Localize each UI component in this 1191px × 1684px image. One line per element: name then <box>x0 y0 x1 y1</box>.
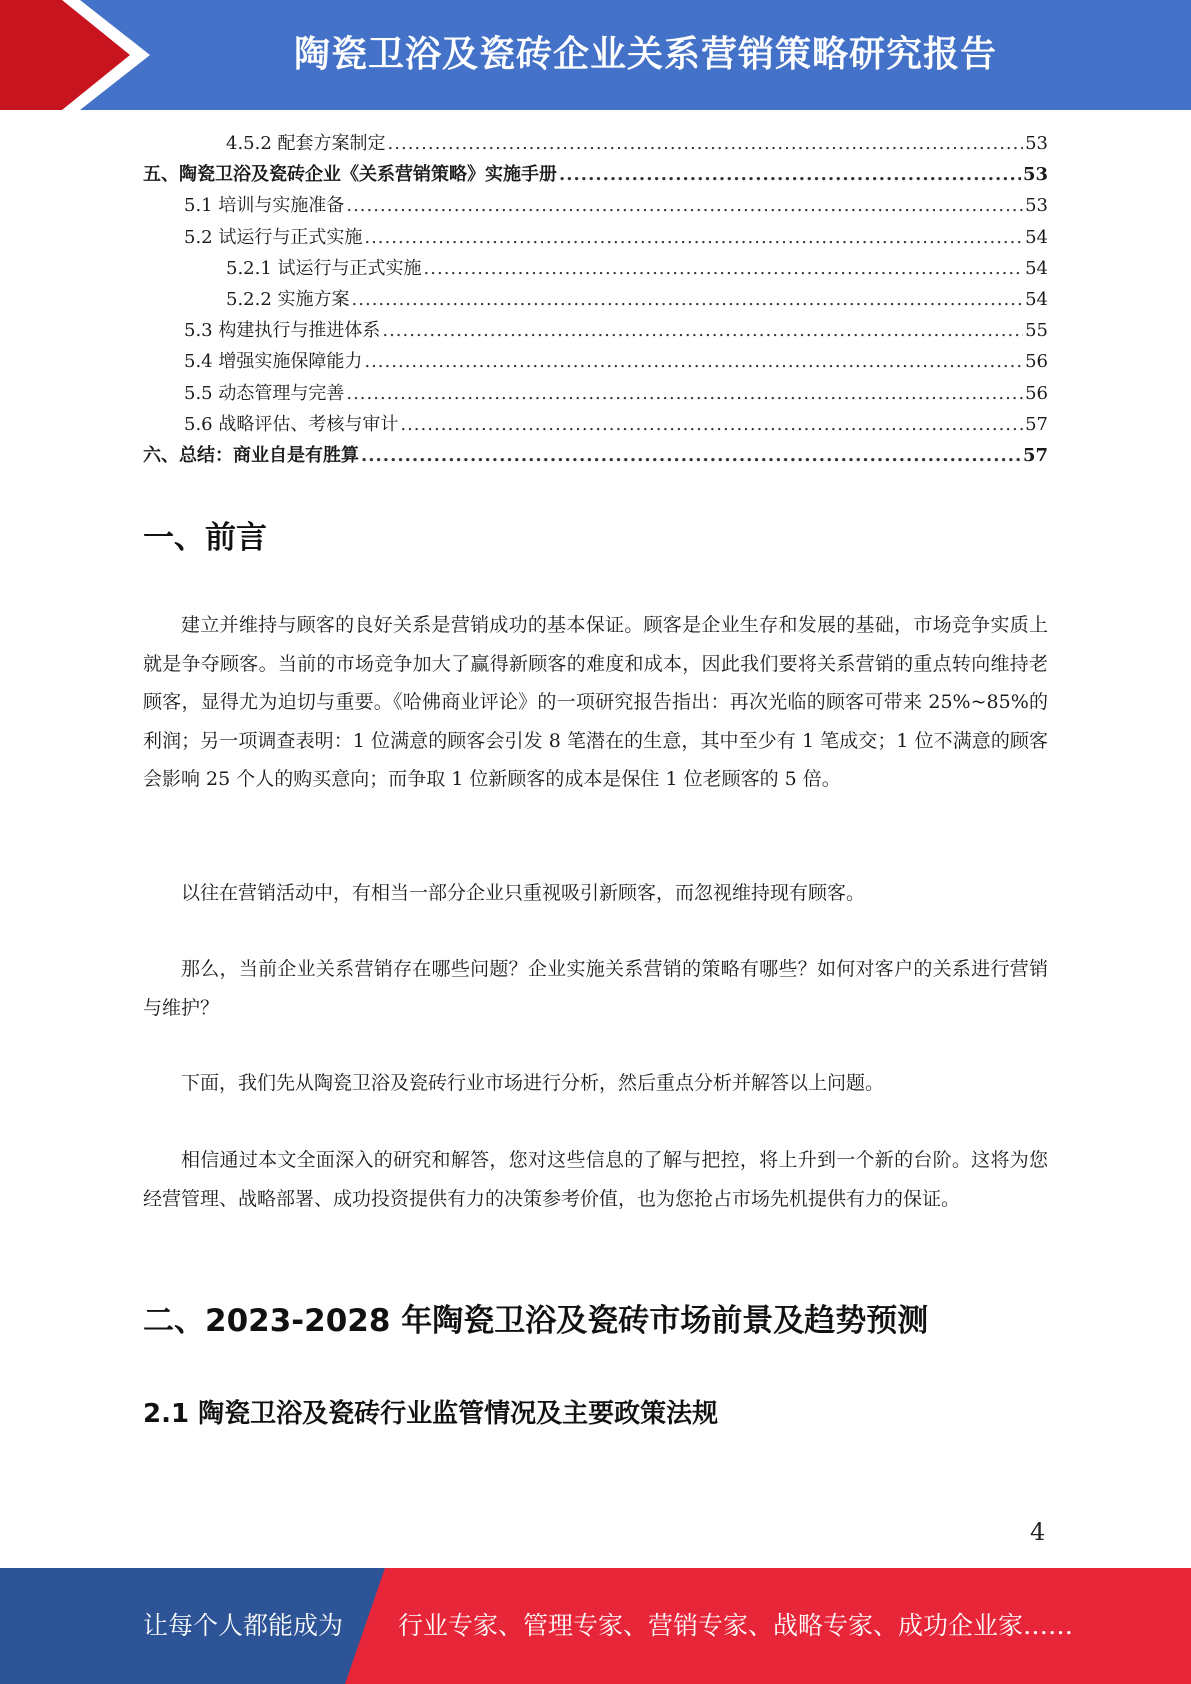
toc-entry[interactable] <box>143 284 1048 315</box>
toc-entry-page: 57 <box>1025 413 1048 435</box>
toc-entry-title: 5.4 增强实施保障能力 <box>184 351 363 373</box>
subsection-heading-regulation: 2.1 陶瓷卫浴及瓷砖行业监管情况及主要政策法规 <box>143 1399 719 1429</box>
toc-entry[interactable] <box>143 346 1048 377</box>
toc-entry[interactable] <box>143 159 1048 190</box>
footer-slogan-left: 让每个人都能成为 <box>143 1611 344 1640</box>
toc-entry-page: 54 <box>1025 288 1048 310</box>
page-header <box>0 0 1191 110</box>
toc-leader-dots <box>361 440 1021 471</box>
paragraph: 建立并维持与顾客的良好关系是营销成功的基本保证。顾客是企业生存和发展的基础，市场竞争实质上就是争夺顾客。当前的市场竞争加大了赢得新顾客的难度和成本，因此我们要将关系营销的重点转向维持老顾客，显得尤为迫切与重要。《哈佛商业评论》的一项研究报告指出：再次光临的顾客可带来 25%~85%的利润；另一项调查表明：1 位满意的顾客会引发 8 笔潜在的生意，其中至少有 1 笔成交；1 位不满意的顾客会影响 25 个人的购买意向；而争取 1 位新顾客的成本是保住 1 位老顾客的 5 倍。 <box>143 614 1048 790</box>
toc-leader-dots <box>388 128 1024 159</box>
toc-entry[interactable] <box>143 222 1048 253</box>
page-footer <box>0 1568 1191 1684</box>
toc-entry[interactable] <box>143 409 1048 440</box>
toc-entry-page: 53 <box>1025 133 1048 154</box>
footer-slogan-right: 行业专家、管理专家、营销专家、战略专家、成功企业家…… <box>398 1611 1074 1640</box>
toc-leader-dots <box>424 253 1024 284</box>
toc-entry-title: 5.6 战略评估、考核与审计 <box>184 413 399 435</box>
section-heading-market-forecast: 二、2023-2028 年陶瓷卫浴及瓷砖市场前景及趋势预测 <box>143 1303 929 1339</box>
paragraph: 相信通过本文全面深入的研究和解答，您对这些信息的了解与把控，将上升到一个新的台阶。这将为您经营管理、战略部署、成功投资提供有力的决策参考价值，也为您抢占市场先机提供有力的保证。 <box>143 1149 1048 1210</box>
toc-entry-page: 53 <box>1025 195 1048 217</box>
toc-entry-page: 54 <box>1025 257 1048 279</box>
toc-leader-dots <box>382 315 1023 346</box>
toc-leader-dots <box>352 284 1024 315</box>
section-heading-preface: 一、前言 <box>143 520 267 556</box>
report-title: 陶瓷卫浴及瓷砖企业关系营销策略研究报告 <box>293 34 997 75</box>
toc-entry-title: 五、陶瓷卫浴及瓷砖企业《关系营销策略》实施手册 <box>143 164 557 186</box>
toc-entry[interactable] <box>143 440 1048 471</box>
paragraph: 那么，当前企业关系营销存在哪些问题？企业实施关系营销的策略有哪些？如何对客户的关系进行营销与维护？ <box>143 958 1048 1019</box>
table-of-contents <box>143 128 1048 471</box>
toc-leader-dots <box>346 378 1023 409</box>
toc-entry-title: 4.5.2 配套方案制定 <box>226 133 386 154</box>
toc-entry[interactable] <box>143 128 1048 159</box>
toc-entry-title: 5.1 培训与实施准备 <box>184 195 345 217</box>
toc-entry-title: 5.2.2 实施方案 <box>226 288 350 310</box>
toc-entry-page: 57 <box>1022 444 1048 466</box>
toc-entry-title: 5.2 试运行与正式实施 <box>184 226 363 248</box>
toc-leader-dots <box>364 222 1023 253</box>
toc-entry-page: 54 <box>1025 226 1048 248</box>
toc-entry-page: 53 <box>1022 164 1048 186</box>
toc-entry-page: 56 <box>1025 351 1048 373</box>
toc-entry-page: 56 <box>1025 382 1048 404</box>
toc-entry[interactable] <box>143 190 1048 221</box>
page-number: 4 <box>1030 1518 1046 1546</box>
toc-entry-title: 六、总结：商业自是有胜算 <box>143 444 359 466</box>
toc-leader-dots <box>346 190 1023 221</box>
toc-entry-page: 55 <box>1025 320 1048 342</box>
toc-entry[interactable] <box>143 378 1048 409</box>
toc-entry-title: 5.5 动态管理与完善 <box>184 382 345 404</box>
toc-entry-title: 5.2.1 试运行与正式实施 <box>226 257 422 279</box>
toc-entry[interactable] <box>143 253 1048 284</box>
toc-leader-dots <box>559 159 1021 190</box>
toc-entry[interactable] <box>143 315 1048 346</box>
toc-leader-dots <box>400 409 1023 440</box>
toc-entry-title: 5.3 构建执行与推进体系 <box>184 320 381 342</box>
paragraph: 以往在营销活动中，有相当一部分企业只重视吸引新顾客，而忽视维持现有顾客。 <box>181 882 866 904</box>
toc-leader-dots <box>364 346 1023 377</box>
paragraph: 下面，我们先从陶瓷卫浴及瓷砖行业市场进行分析，然后重点分析并解答以上问题。 <box>181 1072 885 1094</box>
